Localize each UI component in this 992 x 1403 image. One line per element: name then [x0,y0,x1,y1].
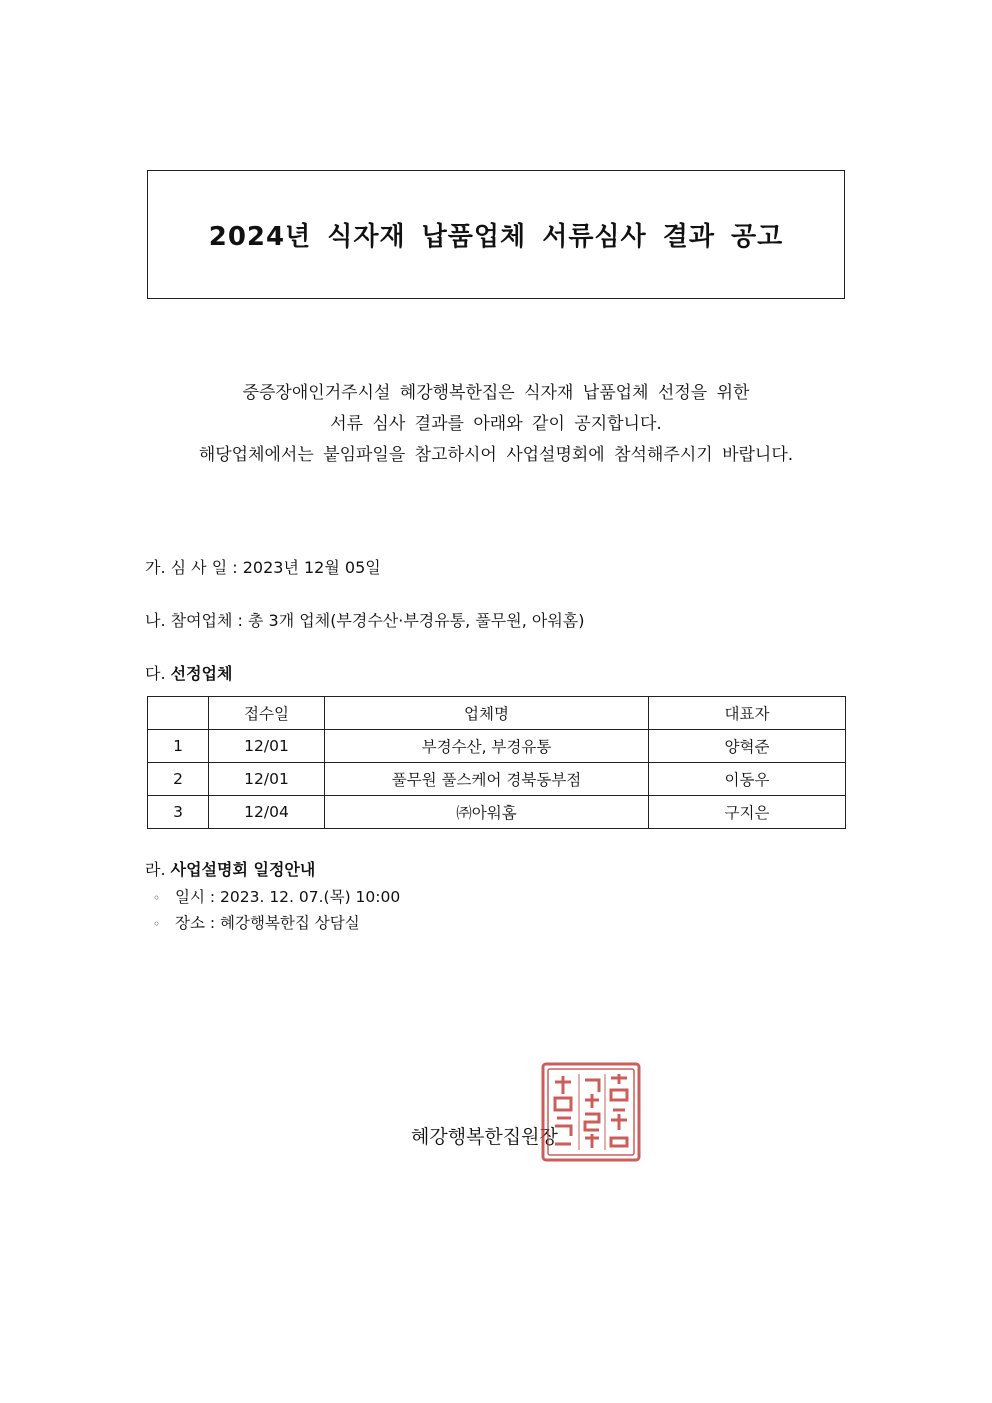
intro-paragraph [100,378,892,471]
table-cell: 2 [148,763,209,796]
participants-item: 나. 참여업체 : 총 3개 업체(부경수산·부경유통, 풀무원, 아워홈) [145,611,585,630]
official-seal-icon [541,1062,641,1162]
page-title: 2024년 식자재 납품업체 서류심사 결과 공고 [208,222,784,252]
table-cell: ㈜아워홈 [325,796,649,829]
table-cell: 12/01 [209,730,325,763]
table-cell: 3 [148,796,209,829]
intro-line: 서류 심사 결과를 아래와 같이 공지합니다. [330,414,662,434]
table-cell: 구지은 [649,796,846,829]
schedule-date-item [153,885,400,907]
table-row [148,763,846,796]
selected-vendors-heading [145,661,232,684]
signature-line: 혜강행복한집원장 [411,1126,558,1148]
table-cell: 풀무원 풀스케어 경북동부점 [325,763,649,796]
table-cell: 부경수산, 부경유통 [325,730,649,763]
table-row [148,730,846,763]
table-row [148,796,846,829]
briefing-schedule-heading [145,857,315,880]
intro-line: 해당업체에서는 붙임파일을 참고하시어 사업설명회에 참석해주시기 바랍니다. [198,445,794,465]
table-cell: 양혁준 [649,730,846,763]
heading-title: 선정업체 [170,664,233,683]
title-box [147,170,845,299]
header-cell: 접수일 [209,697,325,730]
heading-prefix: 라. [145,860,171,879]
intro-line: 중증장애인거주시설 혜강행복한집은 식자재 납품업체 선정을 위한 [242,383,750,403]
bullet-icon: ◦ [153,891,161,905]
heading-title: 사업설명회 일정안내 [170,860,316,879]
header-cell [148,697,209,730]
table-cell: 1 [148,730,209,763]
table-cell: 12/01 [209,763,325,796]
heading-prefix: 다. [145,664,171,683]
bullet-icon: ◦ [153,917,161,931]
selected-vendors-table [147,696,846,829]
schedule-place-item [153,911,360,933]
table-cell: 이동우 [649,763,846,796]
schedule-place-text: 장소 : 혜강행복한집 상담실 [175,914,360,932]
header-cell: 대표자 [649,697,846,730]
schedule-date-text: 일시 : 2023. 12. 07.(목) 10:00 [175,888,401,906]
header-cell: 업체명 [325,697,649,730]
table-header-row [148,697,846,730]
review-date-item: 가. 심 사 일 : 2023년 12월 05일 [145,558,381,577]
table-cell: 12/04 [209,796,325,829]
